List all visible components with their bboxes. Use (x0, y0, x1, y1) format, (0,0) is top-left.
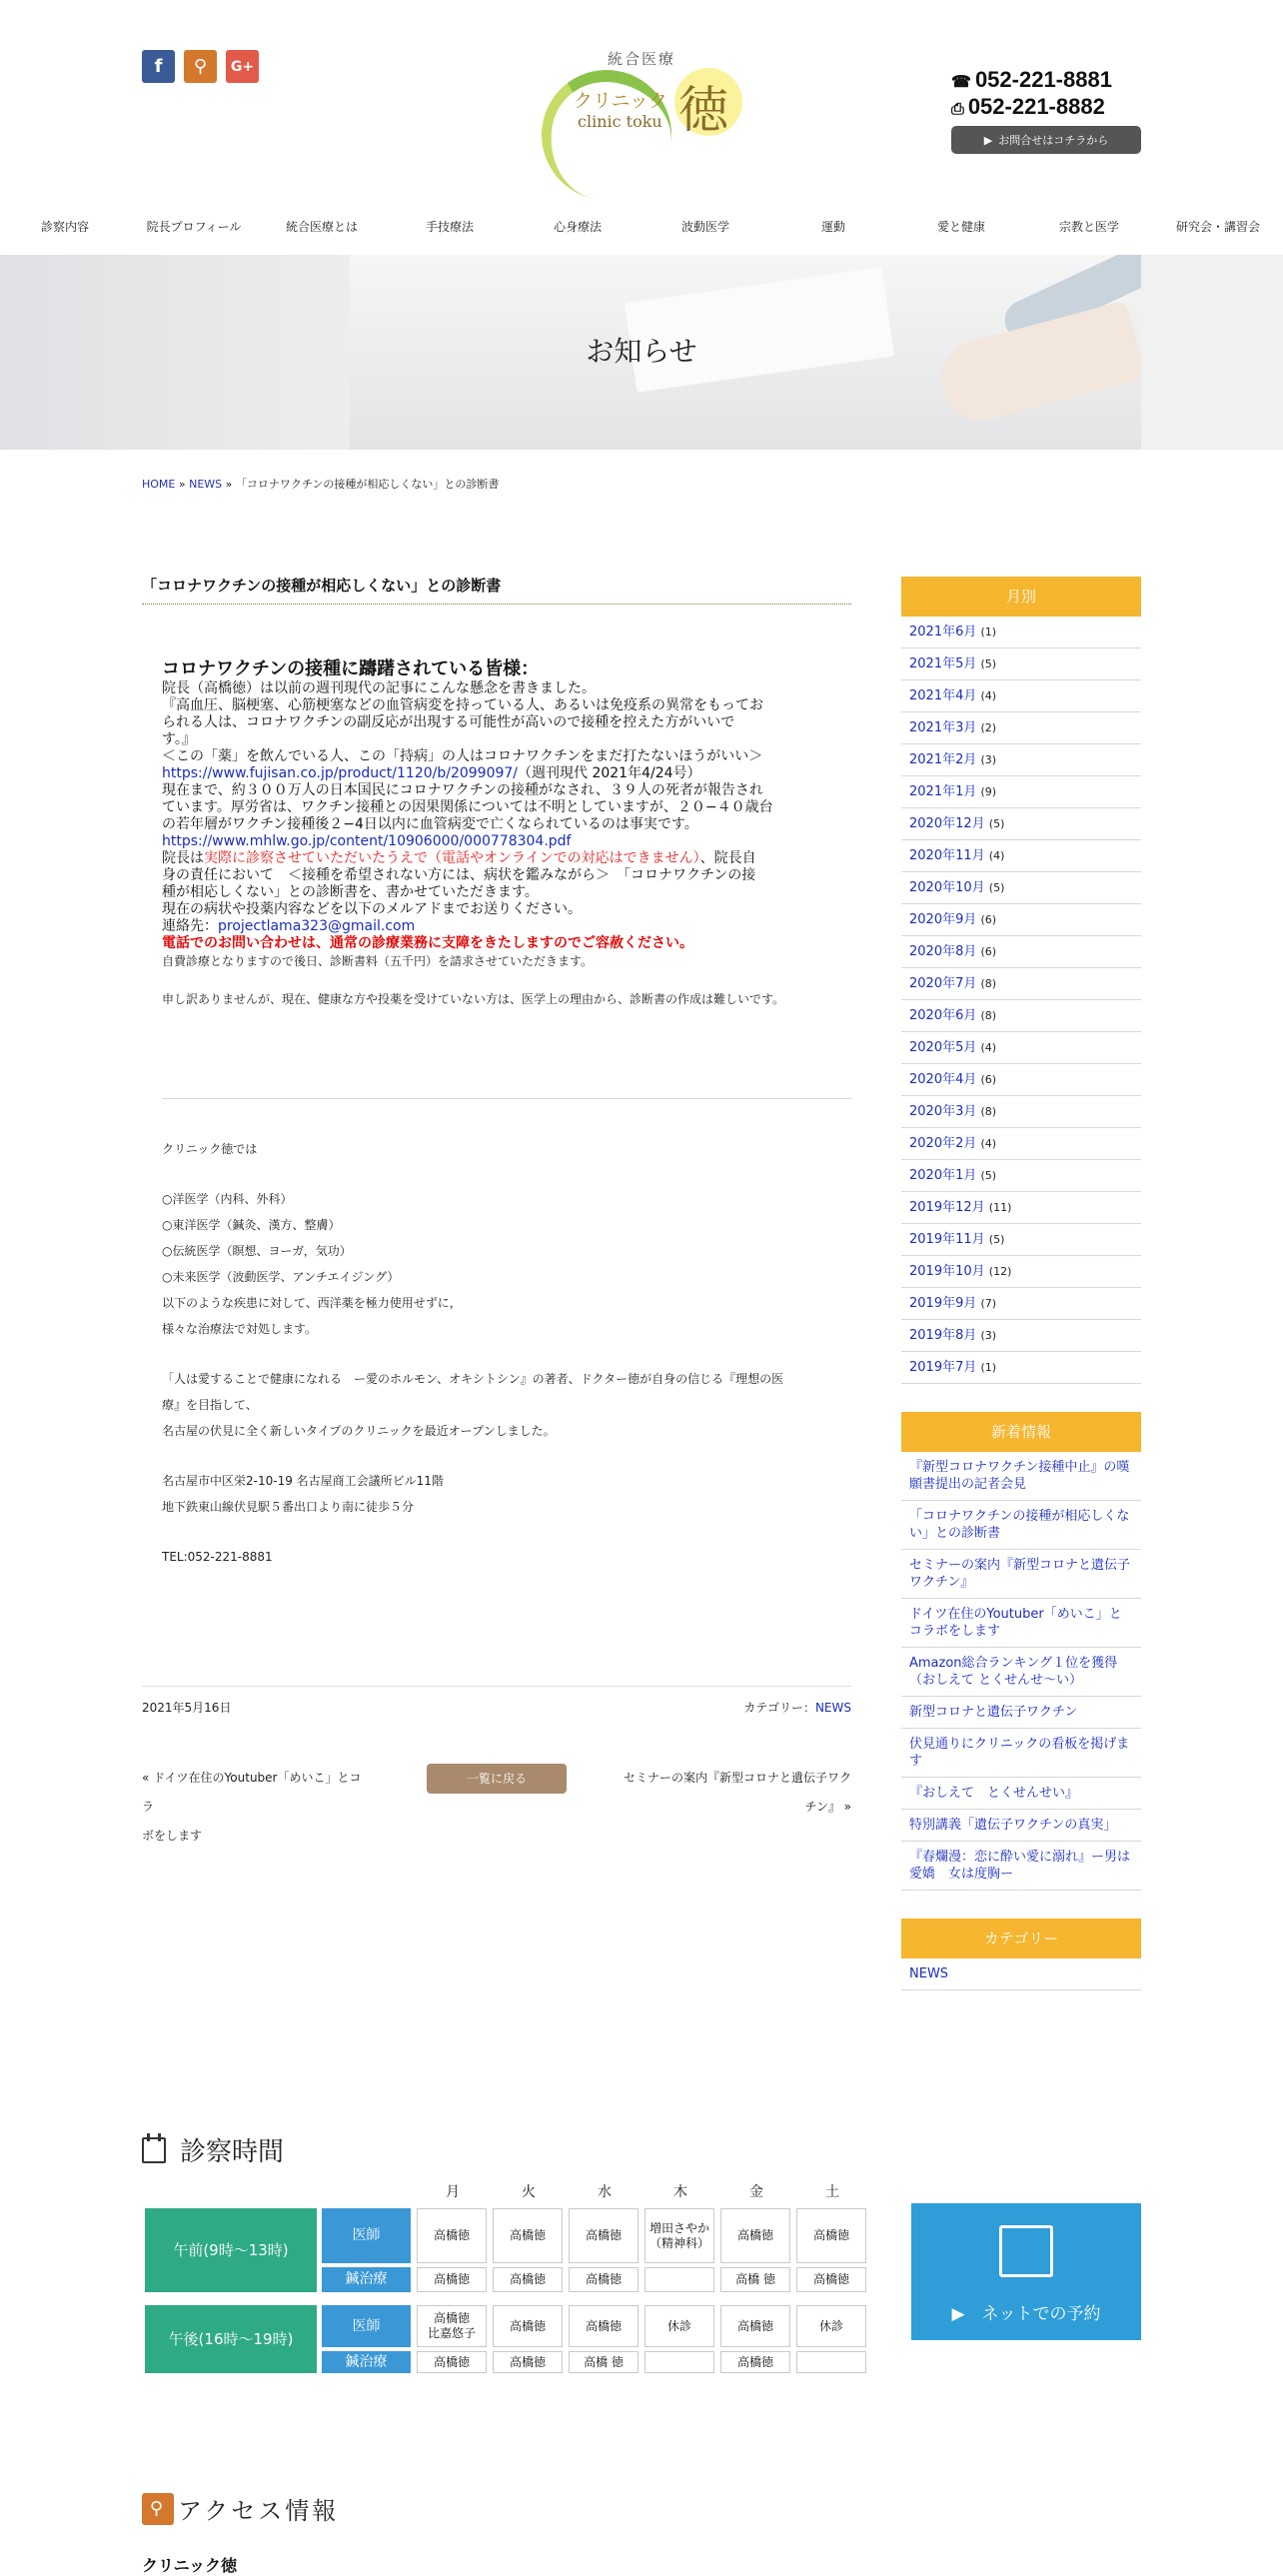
clinic-text: 療』を目指して、 (162, 1398, 258, 1412)
archive-month-count: (5) (980, 657, 997, 670)
header (0, 0, 1283, 190)
recent-post-link[interactable]: セミナーの案内『新型コロナと遺伝子ワクチン』 (901, 1550, 1141, 1599)
text-span: 、院長自 (699, 850, 756, 866)
main-nav (0, 210, 1283, 244)
categories-list (901, 1958, 1141, 1990)
archive-month-count: (5) (988, 1233, 1005, 1246)
category-link[interactable]: NEWS (901, 1958, 1141, 1990)
recent-post-link[interactable]: Amazon総合ランキング１位を獲得（おしえて とくせんせ〜い） (901, 1648, 1141, 1697)
archive-month-count: (11) (988, 1201, 1012, 1214)
hours-title-text: 診察時間 (180, 2137, 285, 2167)
archive-month-count: (6) (980, 1073, 997, 1086)
schedule-cell: 高橋徳 (796, 2208, 866, 2263)
schedule-cell: 高橋徳 (417, 2208, 487, 2263)
access-title-text: アクセス情報 (178, 2497, 340, 2525)
archive-month-label: 2020年9月 (909, 912, 977, 927)
schedule-cell: 高橋徳 比嘉悠子 (417, 2305, 487, 2347)
article-text: 種が相応しくない」との診断書を、書かせていただきます。 (162, 884, 539, 900)
role-acupuncture: 鍼治療 (322, 2267, 411, 2292)
medicine-type: ○伝統医学（瞑想、ヨーガ，気功） (162, 1244, 352, 1258)
sorry-note: 申し訳ありませんが、現在、健康な方や投薬を受けていない方は、医学上の理由から、診断書の作成は難しいです。 (162, 992, 785, 1006)
archive-month-count: (9) (980, 785, 997, 798)
clinic-address: 名古屋市中区栄2-10-19 名古屋商工会議所ビル11階 (162, 1474, 444, 1488)
schedule-cell: 高橋徳 (569, 2267, 639, 2292)
breadcrumb-news[interactable]: NEWS (189, 478, 223, 491)
archive-month-count: (8) (980, 1009, 997, 1022)
reservation-icon (999, 2225, 1053, 2277)
link-note: （週刊現代 2021年4/24号） (518, 765, 701, 781)
recent-post-link[interactable]: 『おしえて とくせんせい』 (901, 1778, 1141, 1810)
next-post-text: チン』 » (804, 1800, 851, 1814)
role-doctor: 医師 (322, 2208, 411, 2263)
archive-month-label: 2021年5月 (909, 656, 977, 671)
archive-month-count: (1) (980, 626, 997, 639)
page-title: お知らせ (586, 335, 697, 368)
nav-item[interactable]: 手技療法 (425, 220, 474, 234)
schedule-cell: 高橋徳 (796, 2267, 866, 2292)
header-fax (951, 95, 1141, 122)
archive-month-count: (4) (988, 849, 1005, 862)
archive-month-count: (8) (980, 1105, 997, 1118)
breadcrumb-home[interactable]: HOME (142, 478, 176, 491)
weekday: 月 (446, 2184, 460, 2200)
category-label: カテゴリー： (743, 1701, 815, 1715)
clinic-logo[interactable] (538, 48, 749, 152)
recent-post-link[interactable]: 「コロナワクチンの接種が相応しくない」との診断書 (901, 1501, 1141, 1550)
weekday: 金 (749, 2184, 763, 2200)
archive-month-count: (6) (980, 913, 997, 926)
schedule-cell: 高橋徳 (417, 2351, 487, 2373)
archive-month-link[interactable] (901, 680, 1141, 712)
schedule-cell: 高橋 徳 (569, 2351, 639, 2373)
archive-month-count: (2) (980, 721, 997, 734)
article (142, 575, 851, 605)
archive-month-label: 2020年1月 (909, 1168, 977, 1183)
post-category (743, 1699, 851, 1716)
article-text: 現在まで、約３００万人の日本国民にコロナワクチンの接種がなされ、３９人の死者が報告され (162, 782, 763, 798)
schedule-cell: 高橋徳 (493, 2208, 563, 2263)
archive-month-label: 2021年6月 (909, 625, 977, 640)
breadcrumb-sep: » (175, 478, 190, 491)
article-text: す。』 (162, 731, 196, 747)
schedule-cell: 休診 (796, 2305, 866, 2347)
schedule-cell: 休診 (644, 2305, 714, 2347)
clinic-info (162, 1136, 851, 1570)
nav-item[interactable]: 運動 (820, 220, 845, 234)
article-text: の若年層がワクチン接種後２−4日以内に血管病変で亡くなられているのは事実です。 (162, 816, 698, 832)
fax-icon: ⎙ (951, 101, 964, 118)
nav-item[interactable]: 宗教と医学 (1058, 220, 1119, 234)
archive-month-count: (7) (980, 1297, 997, 1310)
sidebar (901, 577, 1141, 1990)
schedule-cell: 高橋徳 (493, 2351, 563, 2373)
archive-month-label: 2019年11月 (909, 1232, 985, 1247)
archive-month-count: (5) (988, 881, 1005, 894)
medicine-type: ○洋医学（内科、外科） (162, 1192, 293, 1206)
schedule-cell: 増田さやか（精神科） (644, 2208, 714, 2263)
schedule-cell: 高橋 徳 (720, 2267, 790, 2292)
header-tel (951, 68, 1141, 95)
facebook-icon[interactable]: f (142, 50, 175, 83)
schedule-cell: 高橋徳 (720, 2351, 790, 2373)
article-text: 身の責任において ＜接種を希望されない方には、病状を鑑みながら＞ 「コロナワクチンの接 (162, 867, 756, 883)
archive-month-link[interactable] (901, 1320, 1141, 1352)
monthly-archive-title: 月別 (901, 577, 1141, 617)
article-title: 「コロナワクチンの接種が相応しくない」との診断書 (142, 575, 851, 605)
article-text: ています。厚労省は、ワクチン接種との因果関係については不明としていますが、２０−４０歳台 (162, 799, 773, 815)
archive-month-count: (5) (988, 817, 1005, 830)
archive-month-link[interactable] (901, 1256, 1141, 1288)
map-pin-icon[interactable]: ⚲ (184, 50, 217, 83)
archive-month-count: (3) (980, 1329, 997, 1342)
nav-item[interactable]: 統合医療とは (285, 220, 358, 234)
calendar-icon (142, 2137, 166, 2163)
medicine-type: ○東洋医学（鍼灸、漢方、整膚） (162, 1218, 341, 1232)
source-link[interactable]: https://www.fujisan.co.jp/product/1120/b/2099097/ (162, 765, 519, 781)
article-text: 院長（高橋徳）は以前の週刊現代の記事にこんな懸念を書きました。 (162, 680, 596, 696)
am-slot: 午前(9時〜13時) (145, 2208, 317, 2292)
hours-title (142, 2131, 284, 2168)
clinic-text: 名古屋の伏見に全く新しいタイプのクリニックを最近オープンしました。 (162, 1424, 556, 1438)
archive-month-link[interactable] (901, 776, 1141, 808)
archive-month-label: 2020年4月 (909, 1072, 977, 1087)
schedule-cell: 高橋徳 (493, 2267, 563, 2292)
archive-month-label: 2019年7月 (909, 1360, 977, 1375)
map-pin-icon: ⚲ (142, 2493, 174, 2525)
recent-post-link[interactable]: 新型コロナと遺伝子ワクチン (901, 1697, 1141, 1729)
logo-kanji: 徳 (678, 81, 728, 139)
online-reservation-button[interactable] (911, 2203, 1141, 2340)
schedule-cell: 高橋徳 (720, 2208, 790, 2263)
clinic-text: 「人は愛することで健康になれる ー愛のホルモン、オキシトシン』の著者、ドクター徳が自身の信じる『理想の医 (162, 1372, 784, 1386)
medicine-type: ○未来医学（波動医学、アンチエイジング） (162, 1270, 400, 1284)
archive-month-link[interactable] (901, 840, 1141, 872)
archive-month-label: 2020年8月 (909, 944, 977, 959)
email-link[interactable]: projectlama323@gmail.com (218, 918, 416, 934)
contact-label: 連絡先： (162, 918, 218, 934)
archive-month-label: 2019年10月 (909, 1264, 985, 1279)
logo-arc (532, 60, 682, 211)
clinic-access: 地下鉄東山線伏見駅５番出口より南に徒歩５分 (162, 1500, 415, 1514)
archive-month-link[interactable] (901, 1288, 1141, 1320)
archive-month-link[interactable] (901, 1096, 1141, 1128)
breadcrumb (142, 476, 499, 492)
archive-month-count: (6) (980, 945, 997, 958)
article-divider (162, 1098, 851, 1099)
article-text: られる人は、コロナワクチンの副反応が出現する可能性が高いので接種を控えた方がいいで (162, 714, 735, 730)
clinic-intro: クリニック徳では (162, 1142, 258, 1156)
contact-button[interactable] (951, 126, 1141, 154)
prev-post-text: ボをします (142, 1829, 203, 1843)
nav-item[interactable]: 心身療法 (553, 220, 602, 234)
article-lead: コロナワクチンの接種に躊躇されている皆様： (162, 658, 540, 679)
weekday: 木 (673, 2184, 687, 2200)
recent-post-link[interactable]: 特別講義「遺伝子ワクチンの真実」 (901, 1810, 1141, 1842)
nav-item[interactable]: 波動医学 (680, 220, 729, 234)
phone-icon: ☎ (951, 74, 971, 91)
archive-month-count: (8) (980, 977, 997, 990)
schedule-cell: 高橋徳 (493, 2305, 563, 2347)
archive-month-link[interactable] (901, 648, 1141, 680)
article-text: ＜この「薬」を飲んでいる人、この「持病」の人はコロナワクチンをまだ打たないほうがいい＞ (162, 748, 763, 764)
role-acupuncture: 鍼治療 (322, 2351, 411, 2373)
recent-post-link[interactable]: 伏見通りにクリニックの看板を掲げます (901, 1729, 1141, 1778)
next-post-link[interactable] (612, 1764, 851, 1822)
archive-month-label: 2021年2月 (909, 752, 977, 767)
schedule-cell: 高橋徳 (569, 2305, 639, 2347)
post-date: 2021年5月16日 (142, 1701, 232, 1715)
reservation-label (911, 2299, 1141, 2324)
breadcrumb-current: 「コロナワクチンの接種が相応しくない」との診断書 (235, 478, 500, 491)
archive-month-link[interactable] (901, 744, 1141, 776)
archive-month-link[interactable] (901, 936, 1141, 968)
archive-month-link[interactable] (901, 1064, 1141, 1096)
archive-month-count: (12) (988, 1265, 1012, 1278)
recent-post-link[interactable]: ドイツ在住のYoutuber「めいこ」とコラボをします (901, 1599, 1141, 1648)
recent-posts-list (901, 1452, 1141, 1891)
next-post-text: セミナーの案内『新型コロナと遺伝子ワク (623, 1771, 851, 1785)
breadcrumb-sep: » (222, 478, 236, 491)
schedule-cell: 高橋徳 (720, 2305, 790, 2347)
logo-roman: clinic toku (578, 112, 662, 131)
archive-month-link[interactable] (901, 1032, 1141, 1064)
archive-month-count: (4) (980, 1137, 997, 1150)
weekday: 土 (825, 2184, 839, 2200)
archive-month-label: 2019年8月 (909, 1328, 977, 1343)
back-to-list-button[interactable]: 一覧に戻る (427, 1764, 567, 1794)
access-clinic-name: クリニック徳 (142, 2556, 238, 2575)
archive-month-label: 2019年9月 (909, 1296, 977, 1311)
social-links (142, 50, 259, 83)
text-span: 院長は (162, 850, 204, 866)
nav-item[interactable]: 診察内容 (40, 220, 89, 234)
archive-month-label: 2020年11月 (909, 848, 985, 863)
tel-number: 052-221-8881 (974, 67, 1112, 92)
recent-post-link[interactable]: 『新型コロナワクチン接種中止』の嘆願書提出の記者会見 (901, 1452, 1141, 1501)
schedule-cell (644, 2267, 714, 2292)
archive-month-count: (1) (980, 1361, 997, 1374)
archive-month-link[interactable] (901, 904, 1141, 936)
google-plus-icon[interactable]: G+ (226, 50, 259, 83)
archive-month-link[interactable] (901, 808, 1141, 840)
fee-note: 自費診療となりますので後日、診断書料（五千円）を請求させていただきます。 (162, 954, 594, 968)
archive-month-label: 2020年3月 (909, 1104, 977, 1119)
nav-item[interactable]: 研究会・講習会 (1175, 220, 1260, 234)
archive-month-link[interactable] (901, 872, 1141, 904)
post-pager (142, 1764, 851, 1843)
header-contact (951, 68, 1141, 154)
article-text: 『高血圧、脳梗塞、心筋梗塞などの血管病変を持っている人、あるいは免疫系の異常をもってお (162, 697, 763, 713)
nav-item[interactable]: 院長プロフィール (146, 220, 242, 234)
archive-month-label: 2019年12月 (909, 1200, 985, 1215)
archive-month-link[interactable] (901, 617, 1141, 648)
archive-month-count: (3) (980, 753, 997, 766)
weekday: 火 (522, 2184, 536, 2200)
fax-number: 052-221-8882 (967, 94, 1105, 119)
archive-month-link[interactable] (901, 1352, 1141, 1384)
archive-month-label: 2020年10月 (909, 880, 985, 895)
schedule-cell: 高橋徳 (417, 2267, 487, 2292)
archive-month-link[interactable] (901, 1224, 1141, 1256)
archive-month-label: 2021年4月 (909, 688, 977, 703)
logo-subtitle: 統合医療 (608, 50, 676, 68)
monthly-archive-list (901, 617, 1141, 1384)
access-title (142, 2491, 339, 2526)
recent-posts-title: 新着情報 (901, 1412, 1141, 1452)
archive-month-link[interactable] (901, 1192, 1141, 1224)
article-text (162, 918, 851, 935)
clinic-tel: TEL:052-221-8881 (162, 1550, 273, 1564)
archive-month-label: 2020年12月 (909, 816, 985, 831)
recent-post-link[interactable]: 『春爛漫：恋に酔い愛に溺れ』ー男は愛嬌 女は度胸ー (901, 1842, 1141, 1891)
archive-month-label: 2020年7月 (909, 976, 977, 991)
archive-month-count: (4) (980, 689, 997, 702)
archive-month-link[interactable] (901, 968, 1141, 1000)
highlight-text: 実際に診察させていただいたうえで（電話やオンラインでの対応はできません） (204, 850, 700, 866)
archive-month-link[interactable] (901, 1000, 1141, 1032)
archive-month-link[interactable] (901, 1128, 1141, 1160)
play-icon: ▶ (983, 133, 993, 147)
play-icon: ▶ (951, 2304, 965, 2324)
article-text (162, 833, 851, 850)
archive-month-label: 2021年1月 (909, 784, 977, 799)
role-doctor: 医師 (322, 2305, 411, 2347)
weekday: 水 (598, 2184, 612, 2200)
archive-month-label: 2020年5月 (909, 1040, 977, 1055)
clinic-text: 以下のような疾患に対して、西洋薬を極力使用せずに， (162, 1296, 462, 1310)
weekday-header (415, 2181, 870, 2201)
archive-month-label: 2021年3月 (909, 720, 977, 735)
logo-kana: クリニック (574, 90, 667, 112)
archive-month-count: (4) (980, 1041, 997, 1054)
archive-month-count: (5) (980, 1169, 997, 1182)
schedule-cell (644, 2351, 714, 2373)
archive-month-link[interactable] (901, 1160, 1141, 1192)
schedule-cell: 高橋徳 (569, 2208, 639, 2263)
hero-banner (0, 255, 1283, 450)
prev-post-link[interactable] (142, 1764, 372, 1851)
article-text (162, 850, 851, 867)
archive-month-link[interactable] (901, 712, 1141, 744)
contact-button-label: お問合せはコチラから (998, 134, 1109, 147)
archive-month-label: 2020年2月 (909, 1136, 977, 1151)
article-text (162, 765, 851, 782)
schedule-cell (796, 2351, 866, 2373)
archive-month-label: 2020年6月 (909, 1008, 977, 1023)
nav-item[interactable]: 愛と健康 (936, 220, 985, 234)
category-link[interactable]: NEWS (814, 1701, 851, 1715)
reservation-label-text: ネットでの予約 (981, 2304, 1101, 2324)
categories-title: カテゴリー (901, 1919, 1141, 1958)
pm-slot: 午後(16時〜19時) (145, 2305, 317, 2373)
article-meta (142, 1686, 851, 1716)
article-body (162, 654, 851, 1570)
prev-post-text: « ドイツ在住のYoutuber「めいこ」とコラ (142, 1771, 362, 1814)
mhlw-link[interactable]: https://www.mhlw.go.jp/content/10906000/000778304.pdf (162, 833, 572, 849)
article-text: 現在の病状や投薬内容などを以下のメルアドまでお送りください。 (162, 901, 582, 917)
phone-warning: 電話でのお問い合わせは、通常の診療業務に支障をきたしますのでご容赦ください。 (162, 935, 693, 951)
clinic-text: 様々な治療法で対処します。 (162, 1322, 318, 1336)
